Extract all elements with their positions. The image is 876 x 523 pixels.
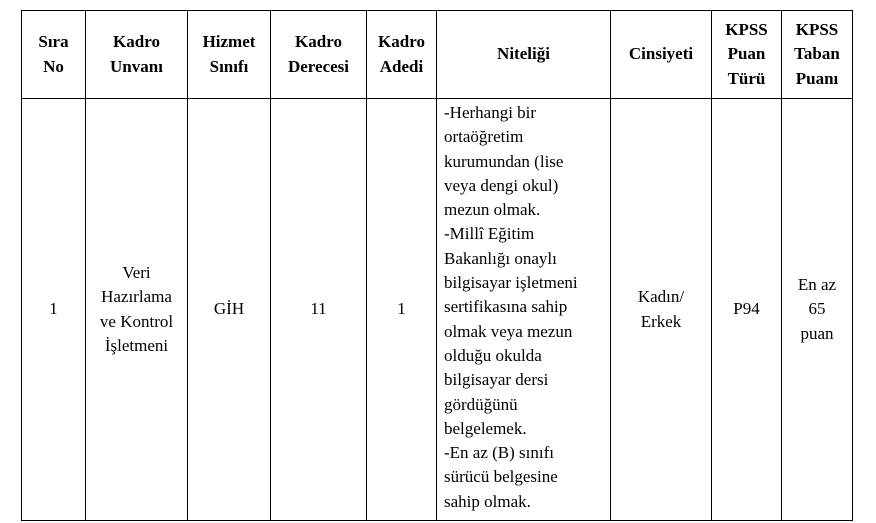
text-line: En az xyxy=(797,275,837,295)
text-line: ve Kontrol xyxy=(99,311,174,331)
text-line: Niteliği xyxy=(497,44,550,64)
text-line: Erkek xyxy=(640,311,682,331)
text-line: Kadın/ xyxy=(637,287,685,307)
cell-kpss-puan-turu: P94 xyxy=(712,99,782,521)
text-line: sertifikasına sahip xyxy=(444,297,568,317)
text-line: Taban xyxy=(794,44,840,64)
header-row xyxy=(22,11,853,99)
text-line: Kadro xyxy=(378,32,425,52)
header-kadro-derecesi xyxy=(271,11,367,99)
header-kadro-adedi xyxy=(367,11,437,99)
text-line: olmak veya mezun xyxy=(444,321,573,341)
table-row xyxy=(22,99,853,521)
text-line: Adedi xyxy=(379,56,424,76)
text-line: veya dengi okul) xyxy=(444,175,559,195)
text-line: sahip olmak. xyxy=(444,491,531,511)
header-niteligi xyxy=(437,11,611,99)
text-line: puan xyxy=(800,323,834,343)
text-line: Unvanı xyxy=(110,56,163,76)
header-cinsiyeti xyxy=(611,11,712,99)
text-line: bilgisayar dersi xyxy=(444,370,549,390)
cell-cinsiyeti xyxy=(611,99,712,521)
text-line: Bakanlığı onaylı xyxy=(444,248,557,268)
cell-kadro-derecesi: 11 xyxy=(271,99,367,521)
text-line: olduğu okulda xyxy=(444,345,542,365)
text-line: KPSS xyxy=(725,20,768,40)
kadro-table xyxy=(21,10,853,521)
text-line: ortaöğretim xyxy=(444,127,524,147)
text-line: Kadro xyxy=(113,32,160,52)
text-line: mezun olmak. xyxy=(444,200,541,220)
text-line: Hazırlama xyxy=(101,287,172,307)
text-line: kurumundan (lise xyxy=(444,151,564,171)
text-line: sürücü belgesine xyxy=(444,467,558,487)
text-line: İşletmeni xyxy=(104,335,169,355)
text-line: -En az (B) sınıfı xyxy=(444,443,554,463)
text-line: Hizmet xyxy=(202,32,256,52)
text-line: Veri xyxy=(122,262,151,282)
text-line: KPSS xyxy=(795,20,839,40)
text-line: gördüğünü xyxy=(444,394,518,414)
cell-kadro-adedi: 1 xyxy=(367,99,437,521)
header-sira-no xyxy=(22,11,86,99)
text-line: -Millî Eğitim xyxy=(444,224,535,244)
text-line: Kadro xyxy=(295,32,342,52)
text-line: Türü xyxy=(727,68,766,88)
cell-kadro-unvani xyxy=(86,99,188,521)
cell-niteligi xyxy=(437,99,611,521)
text-line: No xyxy=(43,56,64,76)
header-kpss-puan-turu xyxy=(712,11,782,99)
text-line: Sıra xyxy=(38,32,69,52)
text-line: belgelemek. xyxy=(444,418,527,438)
cell-sira-no: 1 xyxy=(22,99,86,521)
text-line: Derecesi xyxy=(287,56,350,76)
text-line: Cinsiyeti xyxy=(628,44,694,64)
header-hizmet-sinifi xyxy=(188,11,271,99)
text-line: Sınıfı xyxy=(209,56,249,76)
text-line: -Herhangi bir xyxy=(444,103,537,122)
text-line: bilgisayar işletmeni xyxy=(444,273,578,293)
text-line: Puanı xyxy=(795,68,839,88)
header-kpss-taban-puani xyxy=(782,11,853,99)
text-line: 65 xyxy=(808,299,826,319)
cell-hizmet-sinifi: GİH xyxy=(188,99,271,521)
cell-kpss-taban-puani xyxy=(782,99,853,521)
text-line: Puan xyxy=(727,44,766,64)
header-kadro-unvani xyxy=(86,11,188,99)
